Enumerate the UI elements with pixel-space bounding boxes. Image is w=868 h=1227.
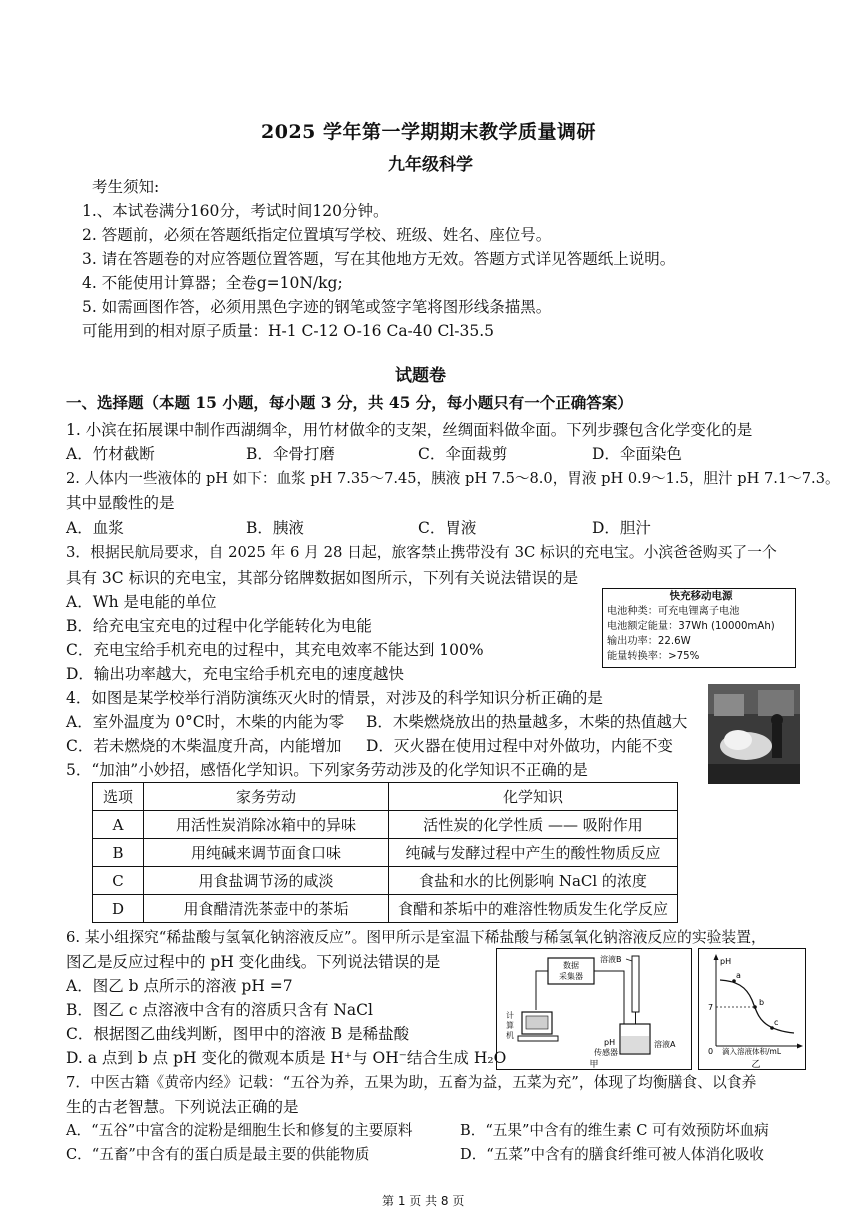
axis-label-ph: pH <box>720 957 732 966</box>
notice-item: 3. 请在答题卷的对应答题位置答题，写在其他地方无效。答题方式详见答题纸上说明。 <box>82 250 676 268</box>
table-cell: D <box>93 895 144 923</box>
q2-option-d: D．胆汁 <box>592 519 651 537</box>
table-header-row <box>93 783 678 811</box>
q5-stem: 5．“加油”小妙招，感悟化学知识。下列家务劳动涉及的化学知识不正确的是 <box>66 761 588 779</box>
atomic-masses: 可能用到的相对原子质量：H-1 C-12 O-16 Ca-40 Cl-35.5 <box>82 322 495 340</box>
burette <box>632 956 639 1012</box>
table-row <box>93 867 678 895</box>
table-header: 选项 <box>93 783 144 811</box>
label-line: 电池种类：可充电锂离子电池 <box>607 606 740 617</box>
q6-stem: 6. 某小组探究“稀盐酸与氢氧化钠溶液反应”。图甲所示是室温下稀盐酸与稀氢氧化钠溶液反应的实验装置， <box>66 929 766 946</box>
fig-a-label: 采集器 <box>559 972 583 981</box>
q3-option-a: A．Wh 是电能的单位 <box>66 593 217 611</box>
q7-option-c: C．“五畜”中含有的蛋白质是最主要的供能物质 <box>66 1146 370 1163</box>
label-title: 快充移动电源 <box>669 590 733 602</box>
table-cell: 用食醋清洗茶壶中的茶垢 <box>144 895 389 923</box>
q1-stem: 1. 小滨在拓展课中制作西湖绸伞，用竹材做伞的支架，丝绸面料做伞面。下列步骤包含化学变化的是 <box>66 421 753 439</box>
fig-a-label: pH <box>604 1038 616 1047</box>
page-title: 2025 学年第一学期期末教学质量调研 <box>261 121 596 143</box>
fig-b-caption: 乙 <box>751 1060 761 1070</box>
q3-option-b: B．给充电宝充电的过程中化学能转化为电能 <box>66 617 372 635</box>
point-label-a: a <box>736 971 741 980</box>
q6-stem-2: 图乙是反应过程中的 pH 变化曲线。下列说法错误的是 <box>66 953 441 971</box>
table-header: 化学知识 <box>389 783 678 811</box>
ph-curve <box>720 980 794 1033</box>
table-cell: A <box>93 811 144 839</box>
q6-option-a: A．图乙 b 点所示的溶液 pH =7 <box>66 977 293 995</box>
label-line: 电池额定能量：37Wh (10000mAh) <box>607 621 775 632</box>
fig-a-label: 机 <box>506 1031 514 1040</box>
paper-label: 试题卷 <box>395 366 446 386</box>
q4-stem: 4．如图是某学校举行消防演练灭火时的情景，对涉及的科学知识分析正确的是 <box>66 689 603 707</box>
apparatus-figure <box>496 948 692 1070</box>
table-row <box>93 811 678 839</box>
q1-option-c: C．伞面裁剪 <box>418 445 508 463</box>
q3-option-c: C．充电宝给手机充电的过程中，其充电效率不能达到 100% <box>66 641 484 659</box>
table-cell: 用食盐调节汤的咸淡 <box>144 867 389 895</box>
q4-option-b: B．木柴燃烧放出的热量越多，木柴的热值越大 <box>366 713 688 731</box>
q4-option-d: D．灭火器在使用过程中对外做功，内能不变 <box>366 737 673 755</box>
q1-option-d: D．伞面染色 <box>592 445 682 463</box>
fig-a-label: 算 <box>506 1021 514 1030</box>
table-cell: B <box>93 839 144 867</box>
fig-a-label: 计 <box>506 1011 514 1020</box>
q2-option-b: B．胰液 <box>246 519 304 537</box>
q3-option-d: D．输出功率越大，充电宝给手机充电的速度越快 <box>66 665 404 683</box>
table-cell: 食醋和茶垢中的难溶性物质发生化学反应 <box>389 895 678 923</box>
q7-option-b: B．“五果”中含有的维生素 C 可有效预防坏血病 <box>460 1122 769 1139</box>
notice-item: 5. 如需画图作答，必须用黑色字迹的钢笔或签字笔将图形线条描黑。 <box>82 298 552 316</box>
q2-stem-2: 其中显酸性的是 <box>66 494 175 512</box>
q6-option-d: D. a 点到 b 点 pH 变化的微观本质是 H⁺与 OH⁻结合生成 H₂O <box>66 1049 507 1067</box>
notice-item: 4. 不能使用计算器；全卷g=10N/kg; <box>82 274 343 292</box>
fig-a-label: 溶液A <box>654 1040 676 1049</box>
table-row <box>93 895 678 923</box>
q1-option-a: A．竹材截断 <box>66 445 155 463</box>
q6-option-c: C．根据图乙曲线判断，图甲中的溶液 B 是稀盐酸 <box>66 1025 410 1043</box>
power-bank-label <box>602 588 796 668</box>
fire-drill-photo <box>708 684 800 784</box>
table-header: 家务劳动 <box>144 783 389 811</box>
table-cell: 食盐和水的比例影响 NaCl 的浓度 <box>389 867 678 895</box>
point-label-c: c <box>774 1018 779 1027</box>
q7-stem: 7．中医古籍《黄帝内经》记载：“五谷为养，五果为助，五畜为益，五菜为充”，体现了均衡膳食、以食养 <box>66 1074 757 1091</box>
q7-option-d: D．“五菜”中含有的膳食纤维可被人体消化吸收 <box>460 1146 764 1163</box>
q1-option-b: B．伞骨打磨 <box>246 445 335 463</box>
q7-option-a: A．“五谷”中富含的淀粉是细胞生长和修复的主要原料 <box>66 1122 413 1139</box>
point-label-b: b <box>759 998 765 1007</box>
origin-label: 0 <box>708 1047 714 1056</box>
table-cell: 纯碱与发酵过程中产生的酸性物质反应 <box>389 839 678 867</box>
table-cell: C <box>93 867 144 895</box>
fig-a-label: 溶液B <box>600 955 622 964</box>
q6-option-b: B．图乙 c 点溶液中含有的溶质只含有 NaCl <box>66 1001 373 1019</box>
fig-a-caption: 甲 <box>589 1060 599 1070</box>
fig-a-label: 传感器 <box>594 1048 618 1057</box>
q4-option-c: C．若未燃烧的木柴温度升高，内能增加 <box>66 737 342 755</box>
q7-stem-2: 生的古老智慧。下列说法正确的是 <box>66 1098 299 1116</box>
table-cell: 用活性炭消除冰箱中的异味 <box>144 811 389 839</box>
q4-option-a: A．室外温度为 0°C时，木柴的内能为零 <box>66 713 345 731</box>
ph-curve-figure <box>698 948 806 1070</box>
table-cell: 活性炭的化学性质 —— 吸附作用 <box>389 811 678 839</box>
q2-option-c: C．胃液 <box>418 519 477 537</box>
q5-table <box>92 782 678 923</box>
notice-heading: 考生须知: <box>92 178 160 196</box>
section-heading: 一、选择题（本题 15 小题，每小题 3 分，共 45 分，每小题只有一个正确答案） <box>66 393 633 412</box>
table-cell: 用纯碱来调节面食口味 <box>144 839 389 867</box>
fig-a-label: 数据 <box>563 961 579 970</box>
q3-stem-2: 具有 3C 标识的充电宝，其部分铭牌数据如图所示，下列有关说法错误的是 <box>66 569 579 587</box>
x-axis-label: 滴入溶液体积/mL <box>722 1047 782 1056</box>
q2-option-a: A．血浆 <box>66 519 124 537</box>
label-line: 输出功率：22.6W <box>607 636 691 647</box>
tick-label: 7 <box>708 1003 714 1012</box>
page-footer: 第 1 页 共 8 页 <box>382 1194 465 1208</box>
page-subtitle: 九年级科学 <box>388 155 473 175</box>
q3-stem: 3．根据民航局要求，自 2025 年 6 月 28 日起，旅客禁止携带没有 3C 标识的充电宝。小滨爸爸购买了一个 <box>66 544 777 561</box>
q2-stem: 2. 人体内一些液体的 pH 如下：血浆 pH 7.35～7.45，胰液 pH 7.5～8.0，胃液 pH 0.9～1.5，胆汁 pH 7.1～7.3。 <box>66 470 840 487</box>
notice-item: 2. 答题前，必须在答题纸指定位置填写学校、班级、姓名、座位号。 <box>82 226 552 244</box>
table-row <box>93 839 678 867</box>
notice-item: 1.、本试卷满分160分，考试时间120分钟。 <box>82 202 389 220</box>
label-line: 能量转换率：>75% <box>607 651 700 662</box>
